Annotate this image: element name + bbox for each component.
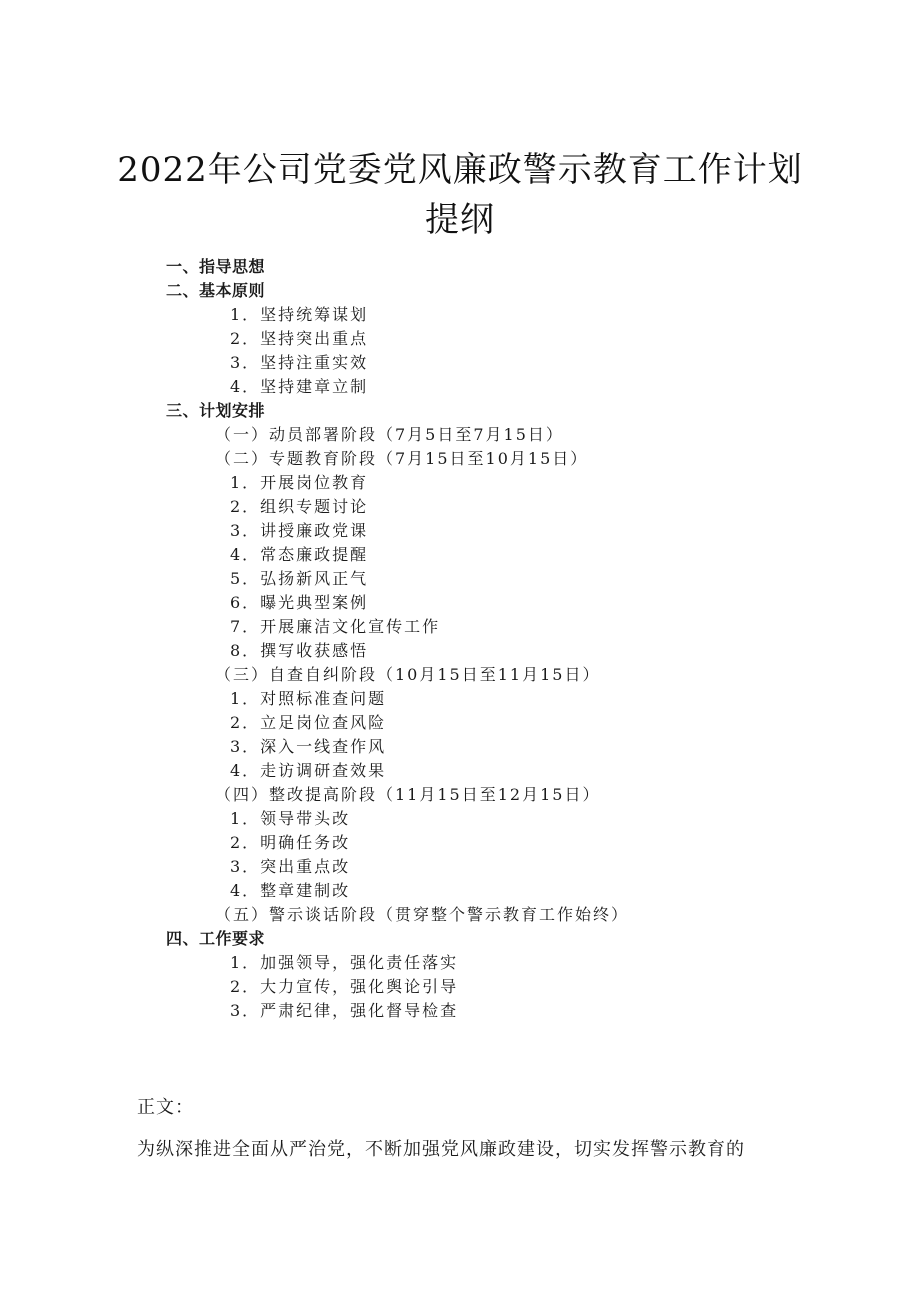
outline-item: 2．大力宣传，强化舆论引导 (230, 977, 459, 996)
outline-phase: （一）动员部署阶段（7月5日至7月15日） (215, 425, 564, 444)
outline-section: 四、工作要求 (166, 929, 266, 948)
outline-item: 2．组织专题讨论 (230, 497, 369, 516)
outline-item: 4．常态廉政提醒 (230, 545, 369, 564)
outline-item: 1．加强领导，强化责任落实 (230, 953, 459, 972)
outline-item: 4．坚持建章立制 (230, 377, 369, 396)
outline-item: 3．坚持注重实效 (230, 353, 369, 372)
outline-item: 3．讲授廉政党课 (230, 521, 369, 540)
outline-item: 2．明确任务改 (230, 833, 351, 852)
outline-item: 6．曝光典型案例 (230, 593, 369, 612)
outline-item: 3．深入一线查作风 (230, 737, 387, 756)
outline-item: 1．开展岗位教育 (230, 473, 369, 492)
outline-item: 1．领导带头改 (230, 809, 351, 828)
outline-item: 5．弘扬新风正气 (230, 569, 369, 588)
outline-item: 7．开展廉洁文化宣传工作 (230, 617, 441, 636)
outline-item: 2．立足岗位查风险 (230, 713, 387, 732)
outline-item: 1．对照标准查问题 (230, 689, 387, 708)
outline-item: 4．走访调研查效果 (230, 761, 387, 780)
outline-item: 2．坚持突出重点 (230, 329, 369, 348)
outline-item: 3．严肃纪律，强化督导检查 (230, 1001, 459, 1020)
outline-phase: （四）整改提高阶段（11月15日至12月15日） (215, 785, 601, 804)
outline-item: 3．突出重点改 (230, 857, 351, 876)
document-title-line-2: 提纲 (425, 200, 495, 240)
body-paragraph: 为纵深推进全面从严治党，不断加强党风廉政建设，切实发挥警示教育的 (137, 1139, 745, 1160)
outline-phase: （二）专题教育阶段（7月15日至10月15日） (215, 449, 589, 468)
outline-item: 1．坚持统筹谋划 (230, 305, 369, 324)
outline-item: 4．整章建制改 (230, 881, 351, 900)
outline-phase: （五）警示谈话阶段（贯穿整个警示教育工作始终） (215, 905, 630, 924)
outline-section: 二、基本原则 (166, 281, 266, 300)
outline-section: 一、指导思想 (166, 257, 266, 276)
document-title-line-1: 2022年公司党委党风廉政警示教育工作计划 (117, 150, 803, 190)
outline-phase: （三）自查自纠阶段（10月15日至11月15日） (215, 665, 601, 684)
outline-section: 三、计划安排 (166, 401, 266, 420)
outline-item: 8．撰写收获感悟 (230, 641, 369, 660)
body-label: 正文： (137, 1097, 194, 1118)
